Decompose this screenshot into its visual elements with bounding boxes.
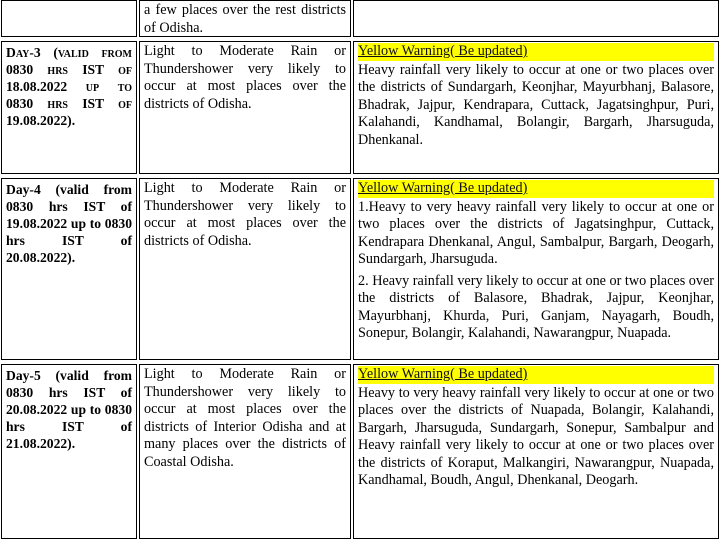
heavy-rainfall-text: Heavy rainfall very likely to occur at one or two places over the districts of Sundargarh, Keonjhar, Mayurbhanj, Balasore, Bhadrak, Jajpur, Kendrapara, Cuttack, Jagatsinghpur, Puri, Kalahandi, Kandhamal, Bolangir, Bargarh, Jharsuguda, Dhenkanal. [358, 61, 714, 148]
warning-cell [353, 364, 719, 539]
heavy-rainfall-text: 2. Heavy rainfall very likely to occur at one or two places over the districts of Balasore, Bhadrak, Jajpur, Keonjhar, Mayurbhanj, Khurda, Puri, Ganjam, Nayagarh, Boudh, Sonepur, Bolangir, Kalahandi, Nawarangpur, Nuapada. [358, 272, 714, 341]
rain-forecast-text: Light to Moderate Rain or Thundershower very likely to occur at most places over the districts of Odisha. [144, 43, 346, 112]
table-row [0, 39, 720, 176]
yellow-warning-label: Yellow Warning( Be updated) [358, 180, 714, 198]
rain-cell [139, 178, 351, 360]
warning-cell [353, 178, 719, 360]
day-cell [1, 0, 137, 37]
rain-cell [139, 0, 351, 37]
day-cell [1, 178, 137, 360]
day-label: Day-3 (valid from 0830 hrs IST of 18.08.2022 up to 0830 hrs IST of 19.08.2022). [6, 45, 132, 128]
yellow-warning-label: Yellow Warning( Be updated) [358, 43, 714, 61]
table-row [0, 0, 720, 39]
day-label: Day-5 (valid from 0830 hrs IST of 20.08.2022 up to 0830 hrs IST of 21.08.2022). [6, 368, 132, 451]
warning-cell [353, 41, 719, 174]
rain-forecast-text: Light to Moderate Rain or Thundershower very likely to occur at most places over the districts of Interior Odisha and at many places over the districts of Coastal Odisha. [144, 366, 346, 470]
yellow-warning-label: Yellow Warning( Be updated) [358, 366, 714, 384]
rain-cell [139, 41, 351, 174]
heavy-rainfall-text: Heavy to very heavy rainfall very likely to occur at one or two places over the districts of Nuapada, Bolangir, Kalahandi, Bargarh, Jharsuguda, Sundargarh, Sonepur, Sambalpur and Heavy rainfall very likely to occur at one or two places over the districts of Koraput, Malkangiri, Nawarangpur, Nuapada, Kandhamal, Boudh, Angul, Dhenkanal, Deogarh. [358, 384, 714, 488]
heavy-rainfall-text: 1.Heavy to very heavy rainfall very likely to occur at one or two places over the districts of Jagatsinghpur, Cuttack, Kendrapara Dhenkanal, Angul, Sambalpur, Bargarh, Deogarh, Sundargarh, Jharsuguda. [358, 198, 714, 267]
table-row [0, 362, 720, 541]
day-label: Day-4 (valid from 0830 hrs IST of 19.08.2022 up to 0830 hrs IST of 20.08.2022). [6, 182, 132, 265]
rain-forecast-text: a few places over the rest districts of Odisha. [144, 2, 346, 36]
warning-cell [353, 0, 719, 37]
day-cell [1, 41, 137, 174]
day-cell [1, 364, 137, 539]
rain-forecast-text: Light to Moderate Rain or Thundershower very likely to occur at most places over the districts of Odisha. [144, 180, 346, 249]
rain-cell [139, 364, 351, 539]
table-row [0, 176, 720, 362]
